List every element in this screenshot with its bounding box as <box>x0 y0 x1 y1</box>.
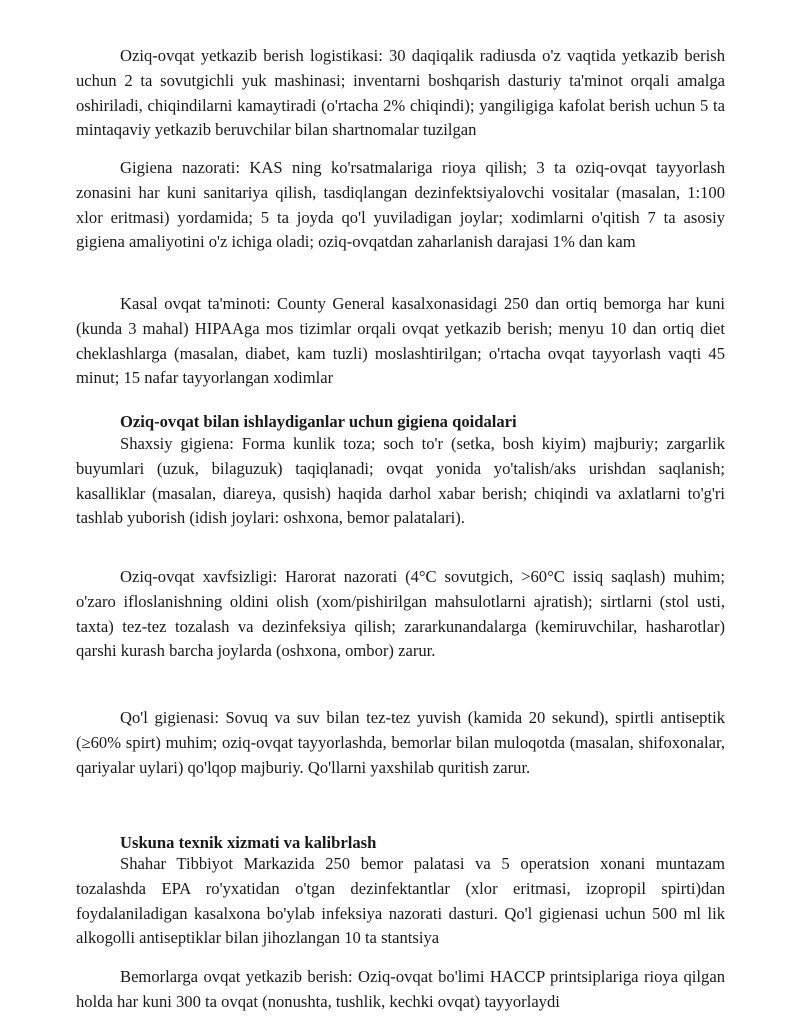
paragraph-patient-meal-delivery: Bemorlarga ovqat yetkazib berish: Oziq-ovqat bo'limi HACCP printsiplariga rioya qilgan holda har kuni 300 ta ovqat (nonushta, tushlik, kechki ovqat) tayyorlaydi <box>76 967 725 1011</box>
paragraph-hand-hygiene: Qo'l gigienasi: Sovuq va suv bilan tez-tez yuvish (kamida 20 sekund), spirtli antiseptik (≥60% spirt) muhim; oziq-ovqat tayyorlashda, bemorlar bilan muloqotda (masalan, shifoxonalar, qariyalar uylari) qo'lqop majburiy. Qo'llarni yaxshilab quritish zarur. <box>76 708 725 777</box>
paragraph-infection-control-program: Shahar Tibbiyot Markazida 250 bemor palatasi va 5 operatsion xonani muntazam tozalashda EPA ro'yxatidan o'tgan dezinfektantlar (xlor eritmasi, izopropil spirti)dan foydalaniladigan kasalxona bo'ylab infeksiya nazorati dasturi. Qo'l gigienasi uchun 500 ml lik alkogolli antiseptiklar bilan jihozlangan 10 ta stantsiya <box>76 854 725 948</box>
paragraph-food-delivery-logistics: Oziq-ovqat yetkazib berish logistikasi: 30 daqiqalik radiusda o'z vaqtida yetkazib berish uchun 2 ta sovutgichli yuk mashinasi; inventarni boshqarish dasturiy ta'minot orqali amalga oshiriladi, chiqindilarni kamaytiradi (o'rtacha 2% chiqindi); yangiligiga kafolat berish uchun 5 ta mintaqaviy yetkazib beruvchilar bilan shartnomalar tuzilgan <box>76 46 725 140</box>
paragraph-patient-meal-supply: Kasal ovqat ta'minoti: County General kasalxonasidagi 250 dan ortiq bemorga har kuni (kunda 3 mahal) HIPAAga mos tizimlar orqali ovqat yetkazib berish; menyu 10 dan ortiq diet cheklashlarga (masalan, diabet, kam tuzli) moslashtirilgan; o'rtacha ovqat tayyorlash vaqti 45 minut; 15 nafar tayyorlangan xodimlar <box>76 294 725 388</box>
paragraph-hygiene-control: Gigiena nazorati: KAS ning ko'rsatmalariga rioya qilish; 3 ta oziq-ovqat tayyorlash zonasini har kuni sanitariya qilish, tasdiqlangan dezinfektsiyalovchi vositalar (masalan, 1:100 xlor eritmasi) yordamida; 5 ta joyda qo'l yuviladigan joylar; xodimlarni o'qitish 7 ta asosiy gigiena amaliyotini o'z ichiga oladi; oziq-ovqatdan zaharlanish darajasi 1% dan kam <box>76 158 725 252</box>
paragraph-food-safety: Oziq-ovqat xavfsizligi: Harorat nazorati (4°C sovutgich, >60°C issiq saqlash) muhim; o'zaro ifloslanishning oldini olish (xom/pishirilgan mahsulotlarni ajratish); sirtlarni (stol usti, taxta) tez-tez tozalash va dezinfeksiya qilish; zararkunandalarga (kemiruvchilar, hasharotlar) qarshi kurash barcha joylarda (oshxona, ombor) zarur. <box>76 567 725 661</box>
section-heading-food-handler-hygiene: Oziq-ovqat bilan ishlaydiganlar uchun gigiena qoidalari <box>120 412 517 431</box>
section-heading-equipment-maintenance: Uskuna texnik xizmati va kalibrlash <box>120 833 377 852</box>
paragraph-personal-hygiene: Shaxsiy gigiena: Forma kunlik toza; soch to'r (setka, bosh kiyim) majburiy; zargarlik buyumlari (uzuk, bilaguzuk) taqiqlanadi; ovqat yonida yo'talish/aks urishdan saqlanish; kasalliklar (masalan, diareya, qusish) haqida darhol xabar berish; chiqindi va axlatlarni to'g'ri tashlab yuborish (idish joylari: oshxona, bemor palatalari). <box>76 434 725 528</box>
